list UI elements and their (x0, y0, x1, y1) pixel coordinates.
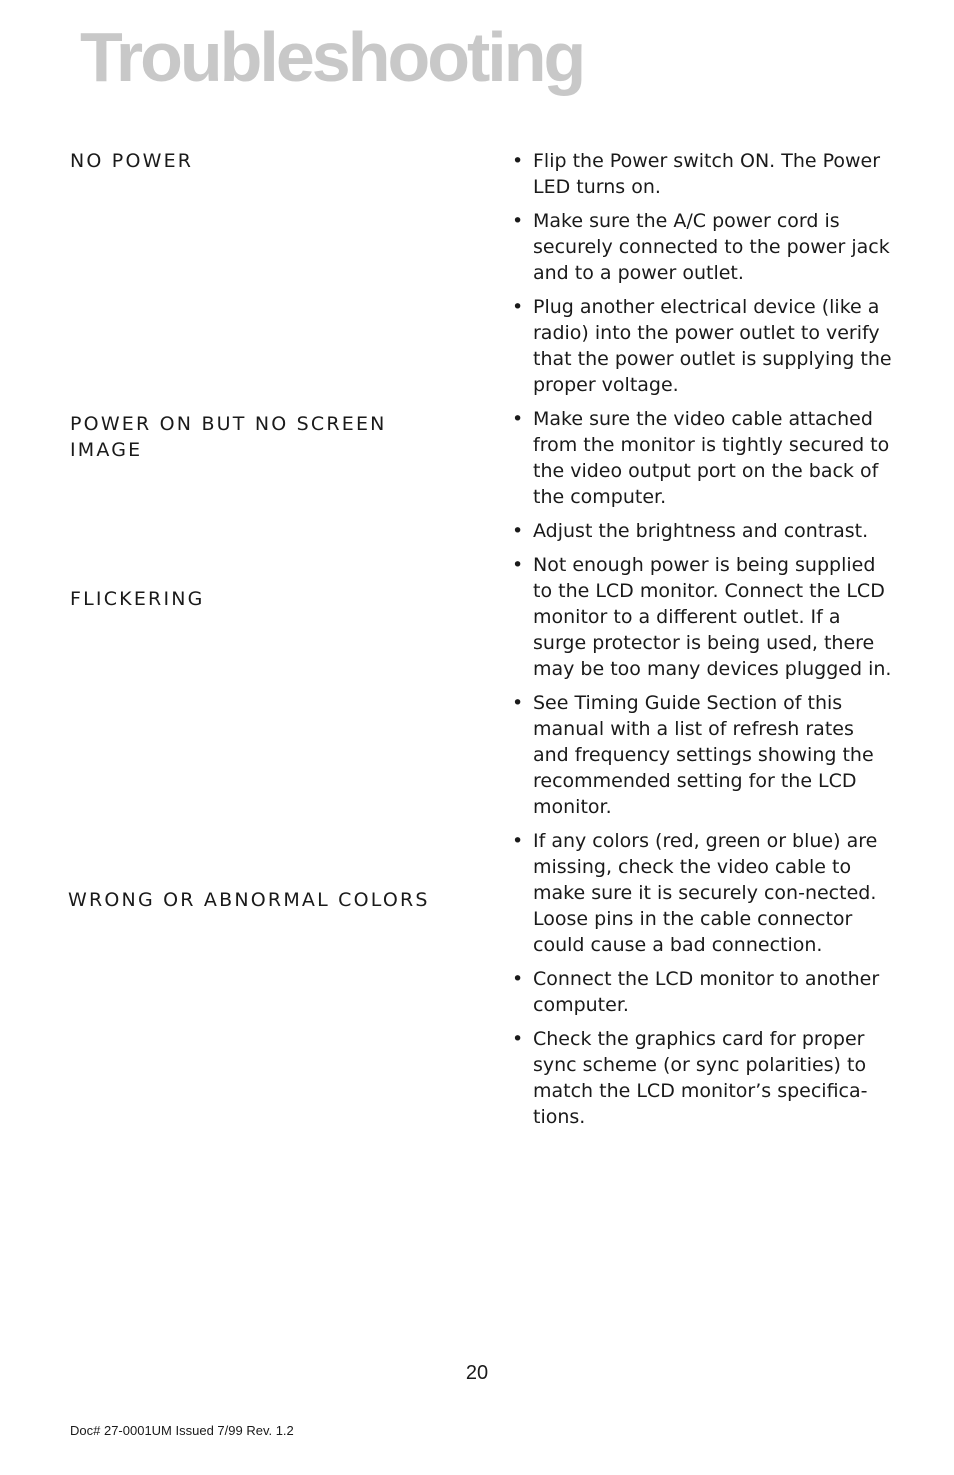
solution-item (512, 966, 892, 1018)
problem-flickering: FLICKERING (70, 588, 205, 610)
solution-item (512, 1026, 892, 1130)
solution-item (512, 148, 892, 200)
page-title: Troubleshooting (80, 18, 584, 96)
doc-footer: Doc# 27-0001UM Issued 7/99 Rev. 1.2 (70, 1423, 294, 1438)
solution-text: See Timing Guide Section of this manual with a list of refresh rates and frequency settings showing the recommended setting for the LCD monitor. (533, 692, 874, 818)
bullet-icon: • (512, 150, 524, 172)
bullet-icon: • (512, 296, 524, 318)
bullet-icon: • (512, 210, 524, 232)
solution-item (512, 552, 892, 682)
bullet-icon: • (512, 968, 524, 990)
solution-item (512, 690, 892, 820)
solution-item (512, 828, 892, 958)
problem-wrong-colors: WRONG OR ABNORMAL COLORS (68, 889, 430, 911)
problem-no-power: NO POWER (70, 150, 194, 172)
solution-item (512, 406, 892, 510)
solution-text: Flip the Power switch ON. The Power LED turns on. (533, 150, 881, 198)
solution-text: Connect the LCD monitor to another computer. (533, 968, 880, 1016)
solution-item (512, 208, 892, 286)
bullet-icon: • (512, 830, 524, 852)
bullet-icon: • (512, 692, 524, 714)
problem-no-screen-image: POWER ON BUT NO SCREEN IMAGE (70, 413, 387, 461)
page-number: 20 (465, 1362, 489, 1384)
solution-text: If any colors (red, green or blue) are missing, check the video cable to make sure it is securely con-nected. Loose pins in the cable connector could cause a bad connection. (533, 830, 878, 956)
bullet-icon: • (512, 408, 524, 430)
solution-text: Check the graphics card for proper sync scheme (or sync polarities) to match the LCD monitor’s specifica-tions. (533, 1028, 868, 1128)
solution-item (512, 294, 892, 398)
solution-text: Not enough power is being supplied to the LCD monitor. Connect the LCD monitor to a different outlet. If a surge protector is being used, there may be too many devices plugged in. (533, 554, 892, 680)
solution-text: Make sure the A/C power cord is securely connected to the power jack and to a power outlet. (533, 210, 890, 284)
solution-text: Adjust the brightness and contrast. (533, 520, 869, 542)
solutions-list (512, 148, 892, 1138)
bullet-icon: • (512, 520, 524, 542)
bullet-icon: • (512, 554, 524, 576)
solution-item (512, 518, 892, 544)
bullet-icon: • (512, 1028, 524, 1050)
solution-text: Make sure the video cable attached from the monitor is tightly secured to the video output port on the back of the computer. (533, 408, 890, 508)
solution-text: Plug another electrical device (like a radio) into the power outlet to verify that the power outlet is supplying the proper voltage. (533, 296, 892, 396)
